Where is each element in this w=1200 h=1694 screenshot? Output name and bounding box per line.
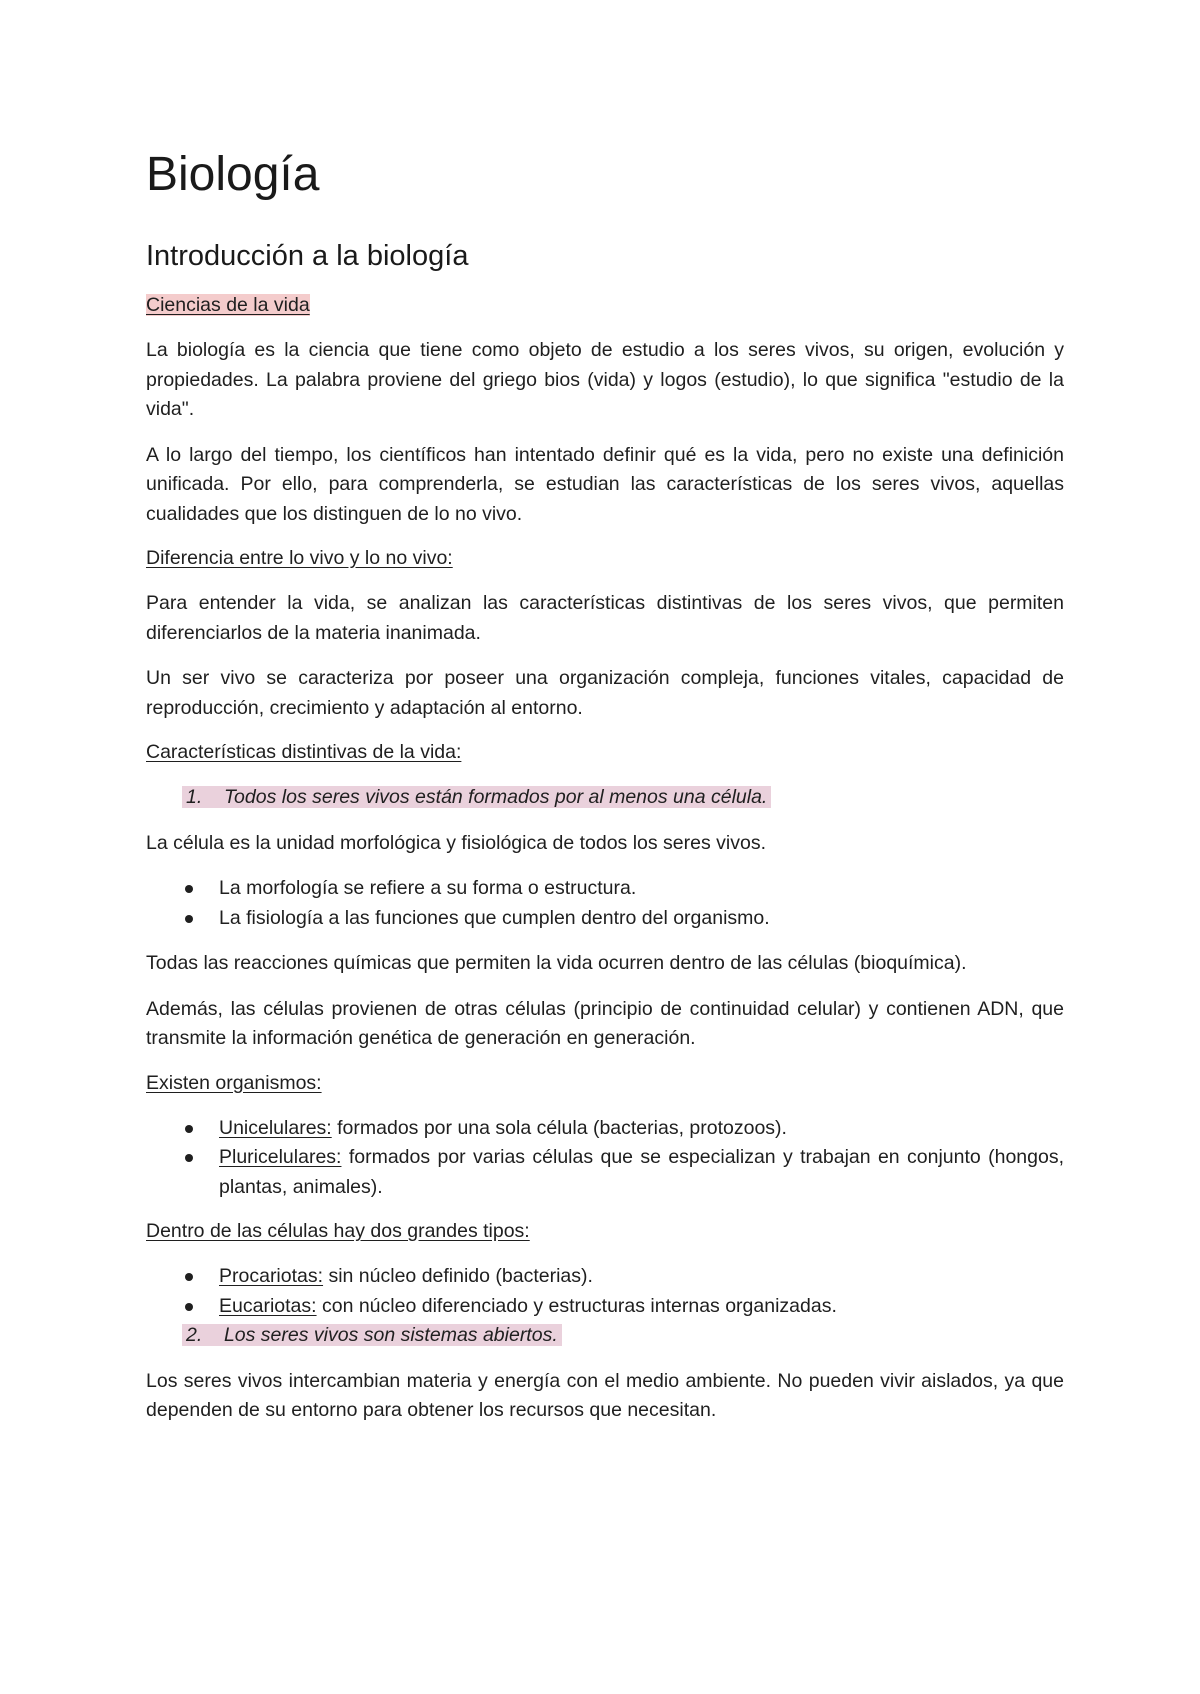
subheading-diferencia: Diferencia entre lo vivo y lo no vivo: bbox=[146, 547, 453, 569]
numbered-list-2 bbox=[146, 1321, 1064, 1351]
subheading-caracteristicas: Características distintivas de la vida: bbox=[146, 741, 462, 763]
procariotas-text: sin núcleo definido (bacterias). bbox=[323, 1265, 593, 1287]
document-page bbox=[146, 144, 1064, 1426]
numbered-item-1-text: Todos los seres vivos están formados por al menos una célula. bbox=[223, 786, 768, 808]
paragraph-1: La biología es la ciencia que tiene como objeto de estudio a los seres vivos, su origen, evolución y propiedades. La palabra proviene del griego bios (vida) y logos (estudio), lo que significa "estudio de la vida". bbox=[146, 339, 1064, 420]
paragraph-5: La célula es la unidad morfológica y fisiológica de todos los seres vivos. bbox=[146, 831, 767, 854]
numbered-item-1 bbox=[146, 783, 1064, 813]
numbered-item-1-marker: 1. bbox=[186, 786, 203, 808]
procariotas-label: Procariotas: bbox=[219, 1265, 324, 1287]
bullet-dot-icon bbox=[185, 915, 193, 923]
paragraph-6: Todas las reacciones químicas que permiten la vida ocurren dentro de las células (bioquímica). bbox=[146, 952, 967, 974]
numbered-item-2-marker: 2. bbox=[186, 1324, 203, 1346]
eucariotas-text: con núcleo diferenciado y estructuras internas organizadas. bbox=[316, 1294, 837, 1317]
bullet-item-eucariotas bbox=[146, 1292, 1064, 1322]
bullet-list-tipos bbox=[146, 1262, 1064, 1321]
paragraph-4: Un ser vivo se caracteriza por poseer una organización compleja, funciones vitales, capacidad de reproducción, crecimiento y adaptación al entorno. bbox=[146, 667, 1064, 719]
bullet-list-1 bbox=[146, 874, 1064, 933]
subheading-existen: Existen organismos: bbox=[146, 1071, 322, 1094]
numbered-item-1-highlight bbox=[182, 786, 771, 808]
bullet-item-pluricelulares bbox=[146, 1143, 1064, 1202]
paragraph-8: Los seres vivos intercambian materia y energía con el medio ambiente. No pueden vivir aislados, ya que dependen de su entorno para obtener los recursos que necesitan. bbox=[146, 1369, 1064, 1421]
bullet-item-text: La morfología se refiere a su forma o estructura. bbox=[219, 877, 637, 899]
bullet-list-organismos bbox=[146, 1114, 1064, 1203]
paragraph-7: Además, las células provienen de otras células (principio de continuidad celular) y contienen ADN, que transmite la información genética de generación en generación. bbox=[146, 997, 1064, 1049]
document-title: Biología bbox=[146, 148, 320, 201]
bullet-dot-icon bbox=[185, 1303, 193, 1311]
bullet-dot-icon bbox=[185, 1273, 193, 1281]
bullet-item-unicelulares bbox=[146, 1114, 1064, 1144]
bullet-item-procariotas bbox=[146, 1262, 1064, 1292]
bullet-dot-icon bbox=[185, 1125, 193, 1133]
bullet-item-text: La fisiología a las funciones que cumplen dentro del organismo. bbox=[219, 906, 770, 929]
bullet-dot-icon bbox=[185, 1154, 193, 1162]
subheading-ciencias bbox=[146, 290, 1064, 320]
subheading-ciencias-text: Ciencias de la vida bbox=[146, 294, 310, 316]
pluricelulares-label: Pluricelulares: bbox=[219, 1146, 342, 1168]
bullet-item bbox=[146, 904, 1064, 934]
numbered-item-2 bbox=[146, 1321, 1064, 1351]
numbered-item-2-highlight bbox=[182, 1324, 562, 1346]
section-heading: Introducción a la biología bbox=[146, 240, 469, 272]
paragraph-3: Para entender la vida, se analizan las características distintivas de los seres vivos, que permiten diferenciarlos de la materia inanimada. bbox=[146, 592, 1064, 644]
numbered-list-1 bbox=[146, 783, 1064, 813]
unicelulares-label: Unicelulares: bbox=[219, 1116, 332, 1139]
bullet-item bbox=[146, 874, 1064, 904]
numbered-item-2-text: Los seres vivos son sistemas abiertos. bbox=[223, 1324, 558, 1346]
bullet-dot-icon bbox=[185, 885, 193, 893]
paragraph-2: A lo largo del tiempo, los científicos han intentado definir qué es la vida, pero no existe una definición unificada. Por ello, para comprenderla, se estudian las características de los seres vivos, aquellas cualidades que los distinguen de lo no vivo. bbox=[146, 443, 1064, 525]
pluricelulares-text: formados por varias células que se especializan y trabajan en conjunto (hongos, plantas, animales). bbox=[219, 1146, 1064, 1198]
unicelulares-text: formados por una sola célula (bacterias, protozoos). bbox=[331, 1116, 787, 1139]
eucariotas-label: Eucariotas: bbox=[219, 1294, 317, 1317]
subheading-dentro: Dentro de las células hay dos grandes tipos: bbox=[146, 1220, 530, 1242]
